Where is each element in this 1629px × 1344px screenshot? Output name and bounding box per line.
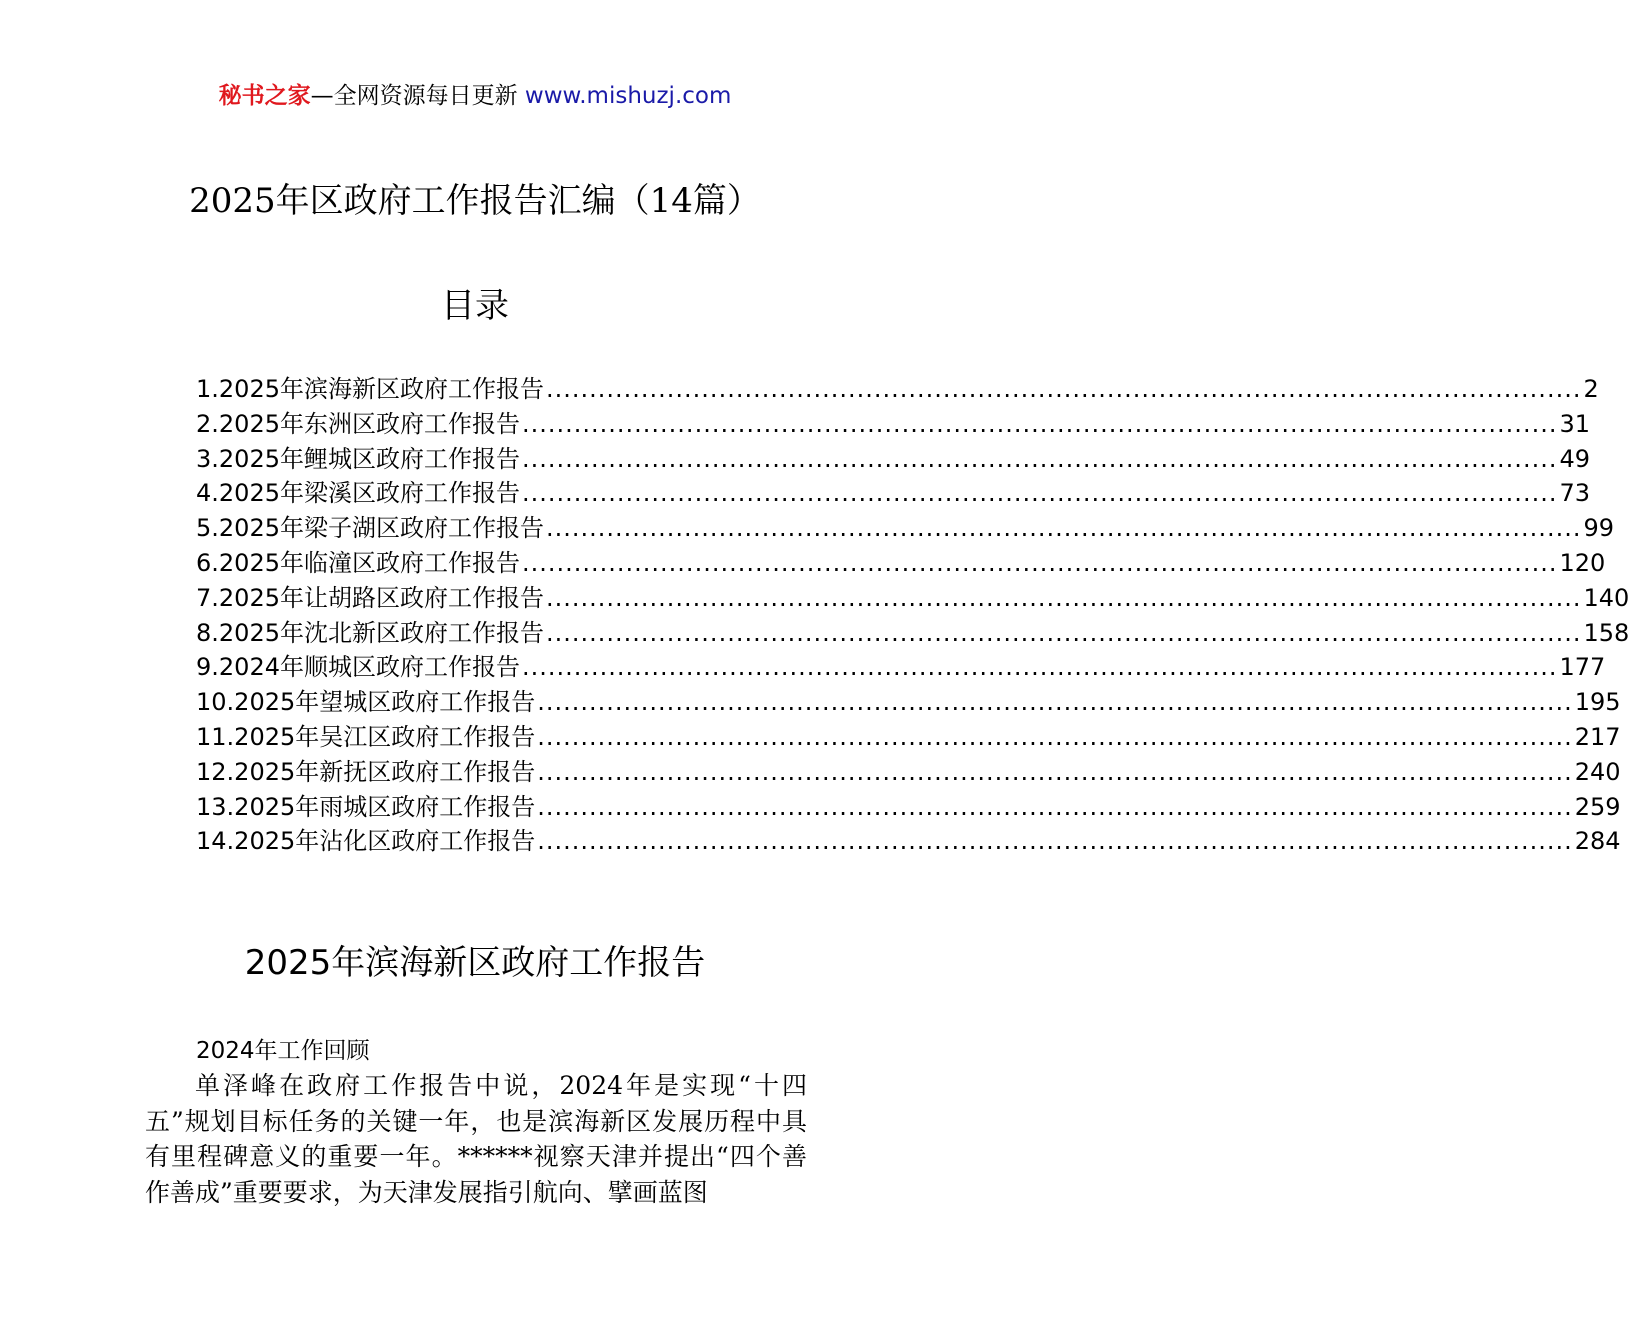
toc-item[interactable] [196, 720, 1621, 755]
toc-item-title: 7.2025年让胡路区政府工作报告 [196, 583, 544, 612]
site-url[interactable]: www.mishuzj.com [524, 83, 732, 109]
toc-item-page: 49 [1559, 444, 1590, 473]
toc-heading: 目录 [441, 286, 509, 326]
table-of-contents [196, 372, 1629, 859]
toc-leader: ........................................................................................................................ [521, 653, 1558, 682]
toc-item-title: 13.2025年雨城区政府工作报告 [196, 792, 536, 821]
section-title: 2025年滨海新区政府工作报告 [244, 943, 706, 983]
toc-item[interactable] [196, 650, 1606, 685]
toc-leader: ........................................................................................................................ [521, 548, 1558, 577]
toc-leader: ........................................................................................................................ [545, 514, 1582, 543]
toc-item-page: 240 [1574, 757, 1621, 786]
toc-item-page: 31 [1559, 409, 1590, 438]
toc-leader: ........................................................................................................................ [545, 583, 1582, 612]
toc-item-page: 284 [1574, 827, 1621, 856]
toc-item-title: 10.2025年望城区政府工作报告 [196, 688, 536, 717]
toc-item-title: 4.2025年梁溪区政府工作报告 [196, 479, 520, 508]
toc-item-title: 1.2025年滨海新区政府工作报告 [196, 375, 544, 403]
toc-leader: ........................................................................................................................ [537, 757, 1573, 786]
toc-leader: ........................................................................................................................ [545, 375, 1582, 403]
toc-leader: ........................................................................................................................ [537, 722, 1573, 751]
toc-item-page: 2 [1583, 375, 1599, 403]
document-title: 2025年区政府工作报告汇编（14篇） [189, 181, 761, 221]
toc-item-title: 6.2025年临潼区政府工作报告 [196, 548, 520, 577]
toc-item-title: 5.2025年梁子湖区政府工作报告 [196, 514, 544, 543]
toc-item-title: 2.2025年东洲区政府工作报告 [196, 409, 520, 438]
toc-item[interactable] [196, 372, 1599, 407]
toc-item[interactable] [196, 616, 1629, 651]
toc-item[interactable] [196, 755, 1621, 790]
toc-item-page: 99 [1583, 514, 1614, 543]
body-paragraph: 单泽峰在政府工作报告中说，2024年是实现“十四五”规划目标任务的关键一年，也是滨海新区发展历程中具有里程碑意义的重要一年。******视察天津并提出“四个善作善成”重要要求，为天津发展指引航向、擘画蓝图 [145, 1071, 807, 1207]
toc-item-page: 73 [1559, 479, 1590, 508]
toc-item[interactable] [196, 442, 1590, 477]
toc-item-page: 120 [1559, 548, 1606, 577]
toc-item[interactable] [196, 824, 1621, 859]
toc-item[interactable] [196, 407, 1590, 442]
toc-leader: ........................................................................................................................ [537, 792, 1573, 821]
toc-item-title: 8.2025年沈北新区政府工作报告 [196, 618, 544, 647]
toc-leader: ........................................................................................................................ [521, 479, 1558, 508]
toc-item-title: 9.2024年顺城区政府工作报告 [196, 653, 520, 682]
toc-item-page: 177 [1559, 653, 1606, 682]
toc-item[interactable] [196, 546, 1606, 581]
toc-item-page: 158 [1583, 618, 1629, 647]
toc-item-page: 217 [1574, 722, 1621, 751]
toc-leader: ........................................................................................................................ [537, 827, 1573, 856]
toc-item-page: 195 [1574, 688, 1621, 717]
toc-item[interactable] [196, 685, 1621, 720]
toc-item[interactable] [196, 476, 1590, 511]
toc-item-page: 259 [1574, 792, 1621, 821]
section-subheading: 2024年工作回顾 [196, 1038, 370, 1064]
toc-item-page: 140 [1583, 583, 1629, 612]
toc-item-title: 11.2025年吴江区政府工作报告 [196, 722, 536, 751]
brand-slogan: —全网资源每日更新 [310, 83, 525, 109]
toc-item-title: 12.2025年新抚区政府工作报告 [196, 757, 536, 786]
toc-item-title: 14.2025年沾化区政府工作报告 [196, 827, 536, 856]
toc-leader: ........................................................................................................................ [521, 409, 1558, 438]
site-banner [0, 80, 950, 112]
toc-item-title: 3.2025年鲤城区政府工作报告 [196, 444, 520, 473]
toc-item[interactable] [196, 581, 1629, 616]
toc-leader: ........................................................................................................................ [545, 618, 1582, 647]
brand-name: 秘书之家 [218, 83, 311, 109]
toc-item[interactable] [196, 511, 1614, 546]
toc-item[interactable] [196, 790, 1621, 825]
toc-leader: ........................................................................................................................ [521, 444, 1558, 473]
toc-leader: ........................................................................................................................ [537, 688, 1573, 717]
